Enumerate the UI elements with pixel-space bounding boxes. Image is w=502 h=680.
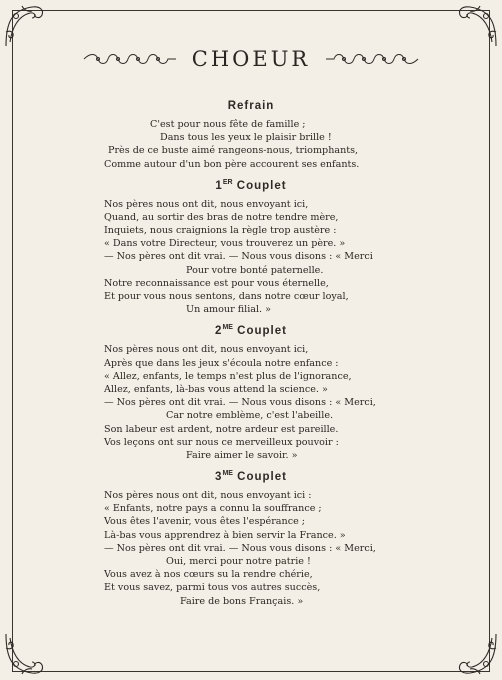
verse-line: Son labeur est ardent, notre ardeur est pareille. [104, 423, 339, 435]
verse-line: Notre reconnaissance est pour vous éternelle, [104, 277, 329, 289]
section-heading-number: 1 [215, 179, 223, 192]
verse-line: Près de ce buste aimé rangeons-nous, triomphants, [108, 145, 359, 157]
verse-line: « Dans votre Directeur, vous trouverez un père. » [104, 238, 346, 250]
verse-line: Quand, au sortir des bras de notre tendre mère, [104, 211, 339, 223]
verse-line: Là-bas vous apprendrez à bien servir la France. » [104, 529, 346, 541]
section-heading [0, 324, 502, 337]
section-heading [0, 100, 502, 112]
verse-line: Pour votre bonté paternelle. [186, 264, 324, 276]
verse-line: Vous êtes l'avenir, vous êtes l'espérance ; [104, 516, 306, 528]
verse-line: Vos leçons ont sur nous ce merveilleux pouvoir : [104, 436, 339, 448]
verse-line: Inquiets, nous craignions la règle trop austère : [104, 225, 337, 237]
verse-line: Nos pères nous ont dit, nous envoyant ici, [104, 344, 309, 356]
verse-line: Faire aimer le savoir. » [186, 449, 298, 461]
verse-line: Un amour filial. » [186, 304, 272, 316]
verse-line: Nos pères nous ont dit, nous envoyant ici, [104, 198, 309, 210]
section-heading-word: Couplet [232, 325, 287, 338]
verse-line: Et pour vous nous sentons, dans notre cœur loyal, [104, 291, 349, 303]
poem-section [0, 179, 502, 317]
verse-line: Vous avez à nos cœurs su la rendre chérie, [104, 569, 313, 581]
verse-line: Après que dans les jeux s'écoula notre enfance : [104, 357, 339, 369]
verse-line: Faire de bons Français. » [180, 595, 304, 607]
title-flourish-left-icon [82, 51, 178, 67]
section-heading-ordinal: ER [222, 178, 233, 186]
verse-line: « Allez, enfants, le temps n'est plus de l'ignorance, [104, 370, 352, 382]
corner-ornament-icon [454, 632, 500, 678]
verse-line: Allez, enfants, là-bas vous attend la science. » [104, 383, 328, 395]
verse-line: Dans tous les yeux le plaisir brille ! [160, 132, 332, 144]
page-title: CHOEUR [191, 47, 311, 71]
verse-line: C'est pour nous fête de famille ; [150, 119, 306, 130]
section-heading-text: Refrain [227, 100, 275, 112]
verse-line: Comme autour d'un bon père accourent ses enfants. [104, 158, 360, 170]
section-heading-ordinal: ME [222, 470, 233, 478]
poem-content [0, 100, 502, 616]
poem-section [0, 324, 502, 462]
section-heading-word: Couplet [232, 470, 287, 483]
corner-ornament-icon [454, 2, 500, 48]
verse-line: — Nos pères ont dit vrai. — Nous vous disons : « Merci [104, 251, 373, 263]
title-flourish-right-icon [324, 51, 420, 67]
verse-line: Oui, merci pour notre patrie ! [166, 555, 311, 567]
section-heading [0, 179, 502, 192]
verse-line: « Enfants, notre pays a connu la souffrance ; [104, 503, 322, 515]
verse-line: Et vous savez, parmi tous vos autres succès, [104, 582, 321, 594]
section-heading [0, 470, 502, 483]
section-heading-word: Couplet [232, 179, 287, 192]
verse-line: Car notre emblème, c'est l'abeille. [166, 410, 334, 422]
section-heading-number: 3 [215, 470, 223, 483]
poem-section [0, 100, 502, 171]
verse-line: Nos pères nous ont dit, nous envoyant ici : [104, 489, 312, 501]
verse-line: — Nos pères ont dit vrai. — Nous vous disons : « Merci, [104, 397, 376, 409]
poem-section [0, 470, 502, 608]
corner-ornament-icon [2, 2, 48, 48]
corner-ornament-icon [2, 632, 48, 678]
section-heading-number: 2 [215, 325, 223, 338]
title-row [0, 44, 502, 74]
section-heading-ordinal: ME [222, 324, 233, 332]
verse-line: — Nos pères ont dit vrai. — Nous vous disons : « Merci, [104, 542, 376, 554]
